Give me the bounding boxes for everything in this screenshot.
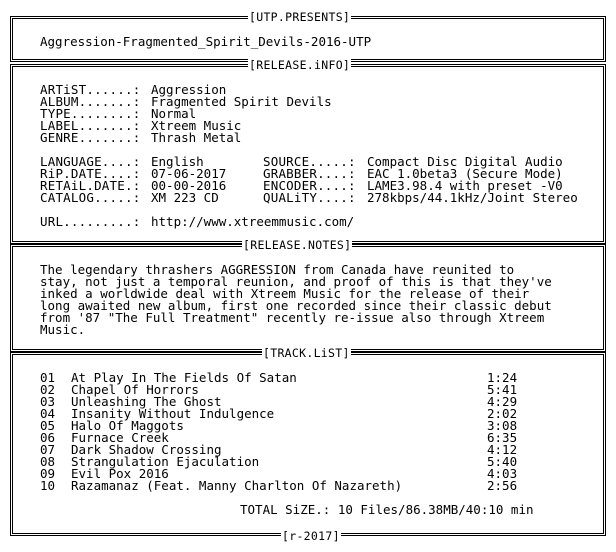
- track-title: Strangulation Ejaculation: [71, 454, 260, 469]
- track-number: 03: [40, 394, 56, 409]
- type-label: TYPE........:: [40, 106, 141, 121]
- language-value: English: [151, 154, 204, 169]
- notes-line: Music.: [40, 322, 86, 337]
- track-time: 5:41: [487, 382, 518, 397]
- track-number: 06: [40, 430, 56, 445]
- album-label: ALBUM.......:: [40, 94, 141, 109]
- catalog-label: CATALOG.....:: [40, 190, 141, 205]
- genre-label: GENRE.......:: [40, 130, 141, 145]
- label-value: Xtreem Music: [151, 118, 242, 133]
- track-title: Evil Pox 2016: [71, 466, 169, 481]
- track-time: 2:02: [487, 406, 518, 421]
- track-number: 08: [40, 454, 56, 469]
- track-number: 07: [40, 442, 56, 457]
- source-value: Compact Disc Digital Audio: [367, 154, 563, 169]
- language-label: LANGUAGE....:: [40, 154, 141, 169]
- grabber-label: GRABBER....:: [263, 166, 356, 181]
- encoder-label: ENCODER....:: [263, 178, 356, 193]
- header-bottom: [r-2017]: [282, 529, 340, 543]
- track-time: 4:29: [487, 394, 518, 409]
- quality-label: QUALiTY....:: [263, 190, 356, 205]
- header-presents: [UTP.PRESENTS]: [249, 10, 351, 24]
- track-number: 02: [40, 382, 56, 397]
- track-time: 2:56: [487, 478, 518, 493]
- header-track-list: [TRACK.LiST]: [263, 346, 350, 360]
- album-value: Fragmented Spirit Devils: [151, 94, 332, 109]
- track-title: Halo Of Maggots: [71, 418, 184, 433]
- url-value: http://www.xtreemmusic.com/: [151, 214, 355, 229]
- release-name: Aggression-Fragmented_Spirit_Devils-2016-UTP: [40, 34, 372, 49]
- track-title: Dark Shadow Crossing: [71, 442, 222, 457]
- track-title: Razamanaz (Feat. Manny Charlton Of Nazareth): [71, 478, 403, 493]
- notes-line: long awaited new album, first one recorded since their classic debut: [40, 298, 552, 313]
- header-release-notes: [RELEASE.NOTES]: [243, 238, 352, 252]
- grabber-value: EAC 1.0beta3 (Secure Mode): [367, 166, 563, 181]
- notes-line: The legendary thrashers AGGRESSION from Canada have reunited to: [40, 262, 515, 277]
- track-time: 1:24: [487, 370, 518, 385]
- quality-value: 278kbps/44.1kHz/Joint Stereo: [367, 190, 578, 205]
- artist-value: Aggression: [151, 82, 227, 97]
- rip-date-label: RiP.DATE....:: [40, 166, 141, 181]
- rip-date-value: 07-06-2017: [151, 166, 227, 181]
- retail-date-label: RETAiL.DATE.:: [40, 178, 141, 193]
- type-value: Normal: [151, 106, 197, 121]
- source-label: SOURCE.....:: [263, 154, 356, 169]
- genre-value: Thrash Metal: [151, 130, 242, 145]
- track-title: At Play In The Fields Of Satan: [71, 370, 297, 385]
- track-number: 09: [40, 466, 56, 481]
- track-number: 01: [40, 370, 56, 385]
- track-title: Chapel Of Horrors: [71, 382, 199, 397]
- track-title: Insanity Without Indulgence: [71, 406, 275, 421]
- release-notes-text: [40, 264, 585, 336]
- track-number: 10: [40, 478, 56, 493]
- encoder-value: LAME3.98.4 with preset -V0: [367, 178, 563, 193]
- notes-line: from '87 "The Full Treatment" recently re-issue also through Xtreem: [40, 310, 545, 325]
- track-time: 6:35: [487, 430, 518, 445]
- catalog-value: XM 223 CD: [151, 190, 219, 205]
- label-label: LABEL.......:: [40, 118, 141, 133]
- url-label: URL.........:: [40, 214, 141, 229]
- track-time: 5:40: [487, 454, 518, 469]
- track-title: Unleashing The Ghost: [71, 394, 222, 409]
- track-title: Furnace Creek: [71, 430, 169, 445]
- notes-line: stay, not just a temporal reunion, and proof of this is that they've: [40, 274, 552, 289]
- track-number: 04: [40, 406, 56, 421]
- notes-line: inked a worldwide deal with Xtreem Music for the release of their: [40, 286, 530, 301]
- track-time: 4:03: [487, 466, 518, 481]
- track-row: [40, 480, 560, 492]
- artist-label: ARTiST......:: [40, 82, 141, 97]
- total-size: TOTAL SiZE.: 10 Files/86.38MB/40:10 min: [240, 502, 534, 517]
- track-time: 4:12: [487, 442, 518, 457]
- track-time: 3:08: [487, 418, 518, 433]
- header-release-info: [RELEASE.iNFO]: [249, 58, 351, 72]
- track-number: 05: [40, 418, 56, 433]
- retail-date-value: 00-00-2016: [151, 178, 227, 193]
